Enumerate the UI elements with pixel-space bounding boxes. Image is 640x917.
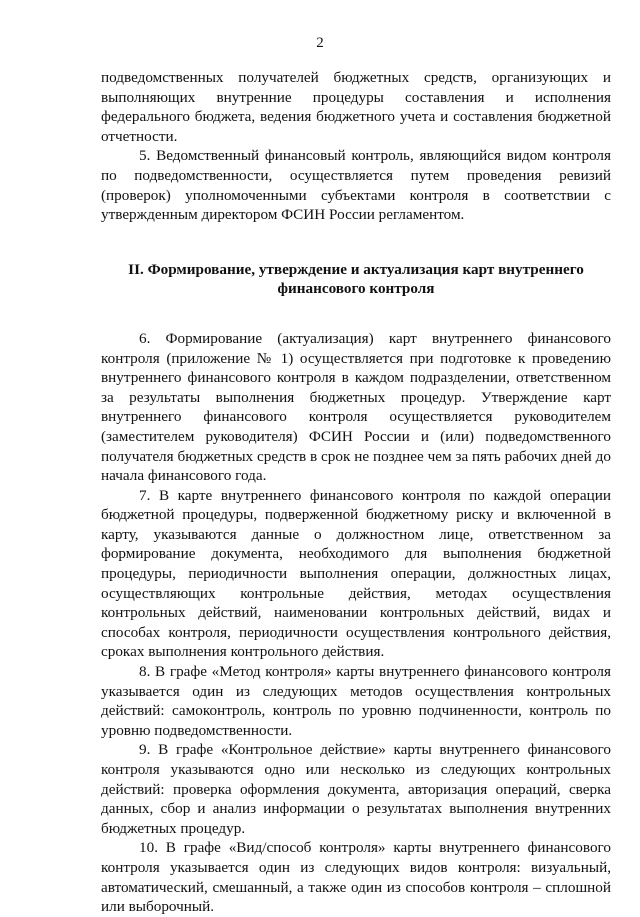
document-body [101, 68, 611, 917]
paragraph-7: 7. В карте внутреннего финансового контроля по каждой операции бюджетной процедуры, подверженной бюджетному риску и включенной в карту, указываются данные о должностном лице, ответственном за формирование документа, необходимого для выполнения бюджетной процедуры, периодичности выполнения операции, должностных лицах, осуществляющих контрольные действия, методах осуществления контрольных действий, наименовании контрольных действий, видах и способах контроля, периодичности осуществления контрольного действия, сроках выполнения контрольного действия. [101, 486, 611, 661]
page-number: 2 [316, 35, 324, 51]
paragraph-9: 9. В графе «Контрольное действие» карты внутреннего финансового контроля указываются одно или несколько из следующих контрольных действий: проверка оформления документа, авторизация операций, сверка данных, сбор и анализ информации о результатах выполнения внутренних бюджетных процедур. [101, 741, 611, 837]
paragraph-10: 10. В графе «Вид/способ контроля» карты внутреннего финансового контроля указывается один из следующих видов контроля: визуальный, автоматический, смешанный, а также один из способов контроля – сплошной или выборочный. [101, 839, 611, 916]
paragraph-continuation: подведомственных получателей бюджетных средств, организующих и выполняющих внутренние процедуры составления и исполнения федерального бюджета, ведения бюджетного учета и составления бюджетной отчетности. [101, 69, 611, 145]
paragraph-6: 6. Формирование (актуализация) карт внутреннего финансового контроля (приложение № 1) осуществляется при подготовке к проведению внутреннего финансового контроля в каждом подразделении, ответственном за результаты выполнения бюджетных процедур. Утверждение карт внутреннего финансового контроля осуществляется руководителем (заместителем руководителя) ФСИН России и (или) подведомственного получателя бюджетных средств в срок не позднее чем за пять рабочих дней до начала финансового года. [101, 329, 611, 485]
paragraph-5: 5. Ведомственный финансовый контроль, являющийся видом контроля по подведомственности, осуществляется путем проведения ревизий (проверок) уполномоченными субъектами контроля в соответствии с утвержденным директором ФСИН России регламентом. [101, 147, 611, 224]
paragraph-8: 8. В графе «Метод контроля» карты внутреннего финансового контроля указывается один из следующих методов осуществления контрольных действий: самоконтроль, контроль по уровню подчиненности, контроль по уровню подведомственности. [101, 663, 611, 739]
section-heading: II. Формирование, утверждение и актуализация карт внутреннего финансового контроля [128, 260, 584, 298]
